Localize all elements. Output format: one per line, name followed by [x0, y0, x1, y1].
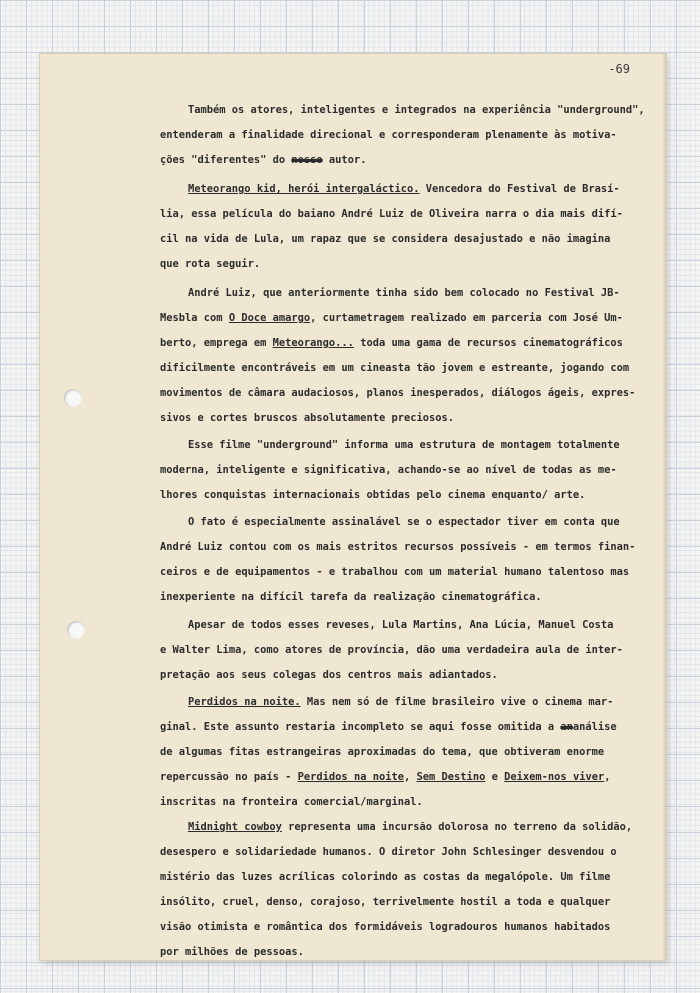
text-line	[160, 281, 640, 306]
underlined-title: Meteorango...	[272, 337, 354, 349]
underlined-title: O Doce amargo	[228, 312, 311, 324]
text-line	[160, 458, 640, 483]
text-line	[160, 740, 640, 765]
text-line	[160, 940, 640, 965]
text-segment: autor.	[322, 154, 367, 166]
paragraph	[160, 690, 640, 815]
text-segment: insólito, cruel, denso, corajoso, terrivelmente hostil a toda e qualquer	[160, 896, 611, 908]
text-segment: de algumas fitas estrangeiras aproximadas do tema, que obtiveram enorme	[160, 746, 605, 758]
punch-hole-top	[64, 389, 82, 407]
text-line	[160, 663, 640, 688]
text-segment: por milhões de pessoas.	[160, 946, 304, 958]
text-line	[160, 123, 640, 148]
text-segment: , curtametragem realizado em parceria com José Um-	[310, 312, 623, 324]
paragraph	[160, 433, 640, 508]
text-segment: Apesar de todos esses reveses, Lula Martins, Ana Lúcia, Manuel Costa	[188, 619, 614, 631]
text-segment: mistério das luzes acrílicas colorindo as costas da megalópole. Um filme	[160, 871, 611, 883]
text-segment: lhores conquistas internacionais obtidas pelo cinema enquanto/ arte.	[160, 489, 586, 501]
text-segment: e	[485, 771, 505, 783]
text-segment: ções "diferentes" do	[160, 154, 292, 166]
text-segment: sivos e cortes bruscos absolutamente preciosos.	[160, 412, 455, 424]
paragraph	[160, 177, 640, 277]
text-segment: ginal. Este assunto restaria incompleto se aqui fosse omitida a	[160, 721, 561, 733]
text-line	[160, 356, 640, 381]
text-line	[160, 865, 640, 890]
text-segment: toda uma gama de recursos cinematográficos	[353, 337, 623, 349]
text-segment: André Luiz contou com os mais estritos recursos possíveis - em termos finan-	[160, 541, 636, 553]
text-line	[160, 433, 640, 458]
text-line	[160, 815, 640, 840]
text-line	[160, 177, 640, 202]
text-line	[160, 613, 640, 638]
text-segment: pretação aos seus colegas dos centros mais adiantados.	[160, 669, 498, 681]
text-line	[160, 890, 640, 915]
text-segment: Mesbla com	[160, 312, 229, 324]
paragraph	[160, 613, 640, 688]
text-segment: inscritas na fronteira comercial/marginal.	[160, 796, 423, 808]
text-line	[160, 765, 640, 790]
text-line	[160, 98, 645, 123]
text-line	[160, 915, 640, 940]
text-line	[160, 202, 640, 227]
text-segment: repercussão no país -	[160, 771, 298, 783]
text-segment: que rota seguir.	[160, 258, 261, 270]
text-line	[160, 252, 640, 277]
text-line	[160, 840, 640, 865]
text-line	[160, 483, 640, 508]
page-number: -69	[608, 62, 630, 76]
text-line	[160, 331, 640, 356]
text-line	[160, 148, 640, 173]
text-line	[160, 790, 640, 815]
text-segment: e Walter Lima, como atores de província, dão uma verdadeira aula de inter-	[160, 644, 623, 656]
text-segment: moderna, inteligente e significativa, achando-se ao nível de todas as me-	[160, 464, 617, 476]
text-line	[160, 715, 640, 740]
punch-hole-bottom	[67, 621, 85, 639]
text-line	[160, 406, 640, 431]
struck-text: an	[560, 721, 573, 733]
text-line	[160, 227, 640, 252]
text-segment: O fato é especialmente assinalável se o espectador tiver em conta que	[188, 516, 620, 528]
paragraph	[160, 98, 645, 173]
text-segment: análise	[572, 721, 617, 733]
text-segment: movimentos de câmara audaciosos, planos inesperados, diálogos ágeis, expres-	[160, 387, 636, 399]
text-line	[160, 638, 640, 663]
underlined-title: Perdidos na noite	[297, 771, 404, 783]
underlined-title: Meteorango kid, herói intergaláctico.	[188, 183, 420, 195]
text-segment: cil na vida de Lula, um rapaz que se considera desajustado e não imagina	[160, 233, 611, 245]
text-segment: Mas nem só de filme brasileiro vive o cinema mar-	[300, 696, 614, 708]
text-segment: André Luiz, que anteriormente tinha sido bem colocado no Festival JB-	[188, 287, 620, 299]
text-segment: ceiros e de equipamentos - e trabalhou com um material humano talentoso mas	[160, 566, 630, 578]
underlined-title: Deixem-nos viver	[504, 771, 605, 783]
text-segment: dificilmente encontráveis em um cineasta tão jovem e estreante, jogando com	[160, 362, 630, 374]
text-line	[160, 585, 640, 610]
text-line	[160, 535, 640, 560]
text-segment: lia, essa película do baiano André Luiz de Oliveira narra o dia mais difí-	[160, 208, 623, 220]
struck-text: nosso	[291, 154, 323, 166]
text-segment: ,	[404, 771, 417, 783]
underlined-title: Sem Destino	[416, 771, 486, 783]
text-segment: inexperiente na difícil tarefa da realização cinematográfica.	[160, 591, 542, 603]
text-segment: Esse filme "underground" informa uma estrutura de montagem totalmente	[188, 439, 620, 451]
underlined-title: Perdidos na noite.	[188, 696, 301, 708]
text-segment: representa uma incursão dolorosa no terreno da solidão,	[281, 821, 633, 833]
text-segment: berto, emprega em	[160, 337, 273, 349]
text-segment: entenderam a finalidade direcional e corresponderam plenamente às motiva-	[160, 129, 617, 141]
text-line	[160, 510, 640, 535]
text-line	[160, 560, 640, 585]
typed-body-text	[160, 98, 645, 965]
text-line	[160, 381, 640, 406]
paragraph	[160, 281, 640, 431]
typed-page	[40, 54, 666, 960]
text-segment: desespero e solidariedade humanos. O diretor John Schlesinger desvendou o	[160, 846, 617, 858]
text-segment: Também os atores, inteligentes e integrados na experiência "underground",	[188, 104, 645, 116]
text-segment: Vencedora do Festival de Brasí-	[419, 183, 620, 195]
underlined-title: Midnight cowboy	[188, 821, 282, 833]
paragraph	[160, 510, 640, 610]
text-line	[160, 306, 640, 331]
text-segment: ,	[604, 771, 611, 783]
text-line	[160, 690, 640, 715]
text-segment: visão otimista e romântica dos formidáveis logradouros humanos habitados	[160, 921, 611, 933]
paragraph	[160, 815, 640, 965]
